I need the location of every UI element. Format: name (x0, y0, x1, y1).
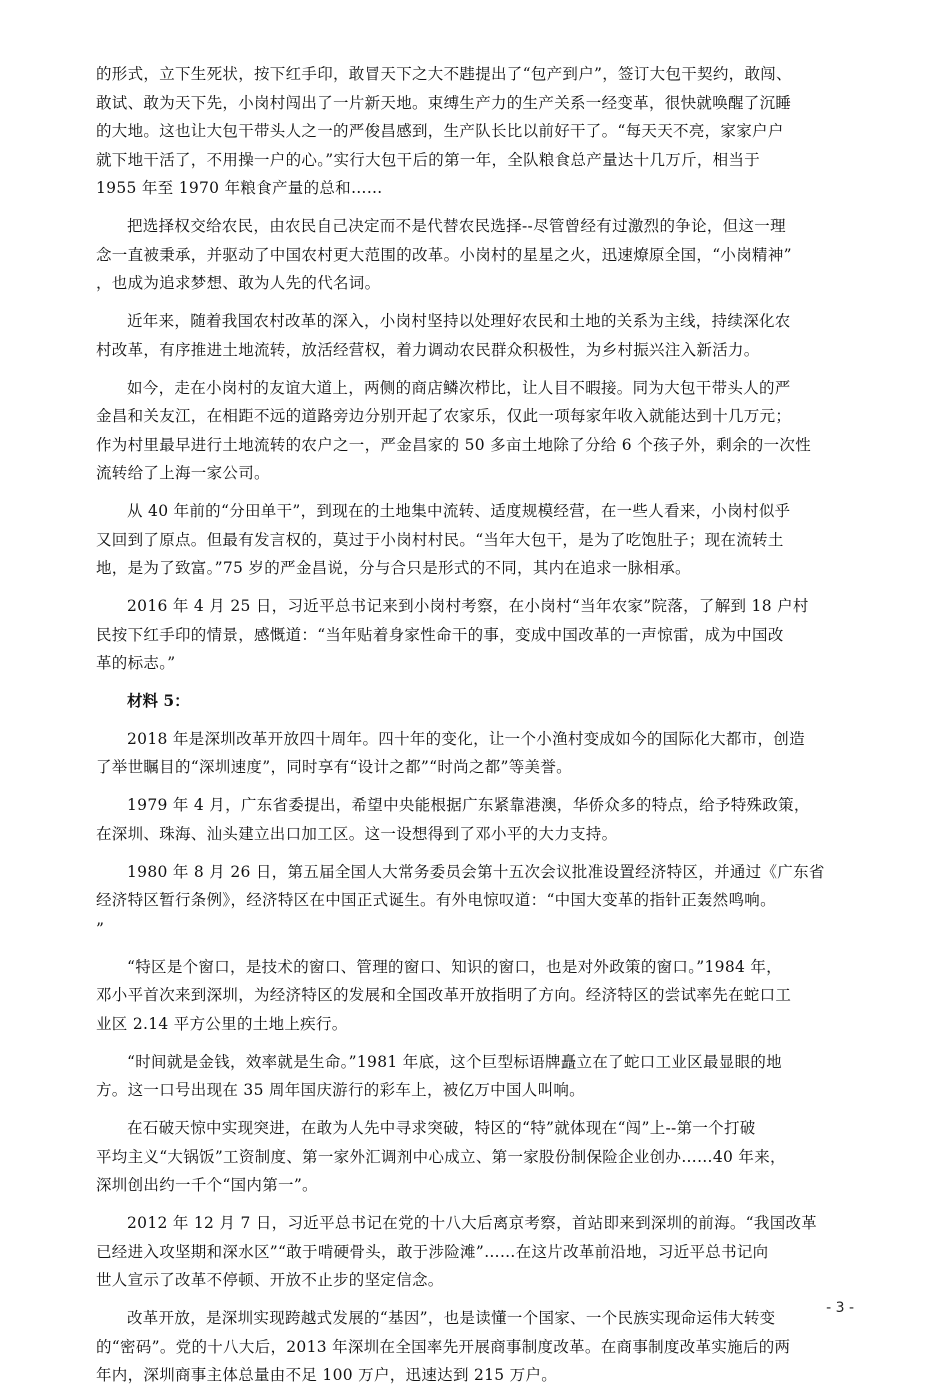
paragraph: 2012 年 12 月 7 日，习近平总书记在党的十八大后离京考察，首站即来到深圳的前海。“我国改革 已经进入攻坚期和深水区”“敢于啃硬骨头，敢于涉险滩”……在这片改革前沿地，习近平总书记向 世人宣示了改革不停顿、开放不止步的坚定信念。 (96, 1214, 818, 1289)
paragraph: 1979 年 4 月，广东省委提出，希望中央能根据广东紧靠港澳，华侨众多的特点，给予特殊政策， 在深圳、珠海、汕头建立出口加工区。这一设想得到了邓小平的大力支持。 (96, 796, 810, 843)
paragraph-group-top (96, 60, 856, 678)
paragraph: 1980 年 8 月 26 日，第五届全国人大常务委员会第十五次会议批准设置经济特区，并通过《广东省 经济特区暂行条例》，经济特区在中国正式诞生。有外电惊叹道：“中国大变革的指针正轰然鸣响。 ” (96, 862, 825, 938)
paragraph-group-bottom (96, 725, 856, 1390)
paragraph: 近年来，随着我国农村改革的深入，小岗村坚持以处理好农民和土地的关系为主线，持续深化农 村改革，有序推进土地流转，放活经营权，着力调动农民群众积极性，为乡村振兴注入新活力。 (96, 312, 791, 359)
paragraph: 从 40 年前的“分田单干”，到现在的土地集中流转、适度规模经营，在一些人看来，小岗村似乎 又回到了原点。但最有发言权的，莫过于小岗村村民。“当年大包干，是为了吃饱肚子；现在流转土 地，是为了致富。”75 岁的严金昌说，分与合只是形式的不同，其内在追求一脉相承。 (96, 502, 791, 577)
paragraph: “时间就是金钱，效率就是生命。”1981 年底，这个巨型标语牌矗立在了蛇口工业区最显眼的地 方。这一口号出现在 35 周年国庆游行的彩车上，被亿万中国人叫响。 (96, 1052, 782, 1099)
page-number: - 3 - (826, 1300, 854, 1316)
paragraph: 在石破天惊中实现突进，在敢为人先中寻求突破，特区的“特”就体现在“闯”上--第一个打破 平均主义“大锅饭”工资制度、第一家外汇调剂中心成立、第一家股份制保险企业创办……40 年来， 深圳创出约一千个“国内第一”。 (96, 1119, 786, 1194)
paragraph: “特区是个窗口，是技术的窗口、管理的窗口、知识的窗口，也是对外政策的窗口。”1984 年， 邓小平首次来到深圳，为经济特区的发展和全国改革开放指明了方向。经济特区的尝试率先在蛇口工 业区 2.14 平方公里的土地上疾行。 (96, 957, 792, 1033)
paragraph: 2018 年是深圳改革开放四十周年。四十年的变化，让一个小渔村变成如今的国际化大都市，创造 了举世瞩目的“深圳速度”，同时享有“设计之都”“时尚之都”等美誉。 (96, 729, 805, 776)
section-heading: 材料 5： (127, 691, 190, 710)
paragraph: 把选择权交给农民，由农民自己决定而不是代替农民选择--尽管曾经有过激烈的争论，但这一理 念一直被秉承，并驱动了中国农村更大范围的改革。小岗村的星星之火，迅速燎原全国，“小岗精神” ，也成为追求梦想、敢为人先的代名词。 (96, 217, 792, 292)
document-body (96, 60, 856, 1399)
paragraph: 的形式，立下生死状，按下红手印，敢冒天下之大不韪提出了“包产到户”，签订大包干契约，敢闯、 敢试、敢为天下先，小岗村闯出了一片新天地。束缚生产力的生产关系一经变革，很快就唤醒了沉睡 的大地。这也让大包干带头人之一的严俊昌感到，生产队长比以前好干了。“每天天不亮，家家户户 就下地干活了，不用操一户的心。”实行大包干后的第一年，全队粮食总产量达十几万斤，相当于 1955 年至 1970 年粮食产量的总和…… (96, 65, 792, 197)
paragraph: 2016 年 4 月 25 日，习近平总书记来到小岗村考察，在小岗村“当年农家”院落，了解到 18 户村 民按下红手印的情景，感慨道：“当年贴着身家性命干的事，变成中国改革的一声惊雷，成为中国改 革的标志。” (96, 597, 809, 672)
paragraph: 改革开放，是深圳实现跨越式发展的“基因”，也是读懂一个国家、一个民族实现命运伟大转变 的“密码”。党的十八大后，2013 年深圳在全国率先开展商事制度改革。在商事制度改革实施后的两 年内，深圳商事主体总量由不足 100 万户，迅速达到 215 万户。 (96, 1309, 791, 1384)
paragraph: 如今，走在小岗村的友谊大道上，两侧的商店鳞次栉比，让人目不暇接。同为大包干带头人的严 金昌和关友江，在相距不远的道路旁边分别开起了农家乐，仅此一项每家年收入就能达到十几万元； 作为村里最早进行土地流转的农户之一，严金昌家的 50 多亩土地除了分给 6 个孩子外，剩余的一次性 流转给了上海一家公司。 (96, 378, 811, 482)
